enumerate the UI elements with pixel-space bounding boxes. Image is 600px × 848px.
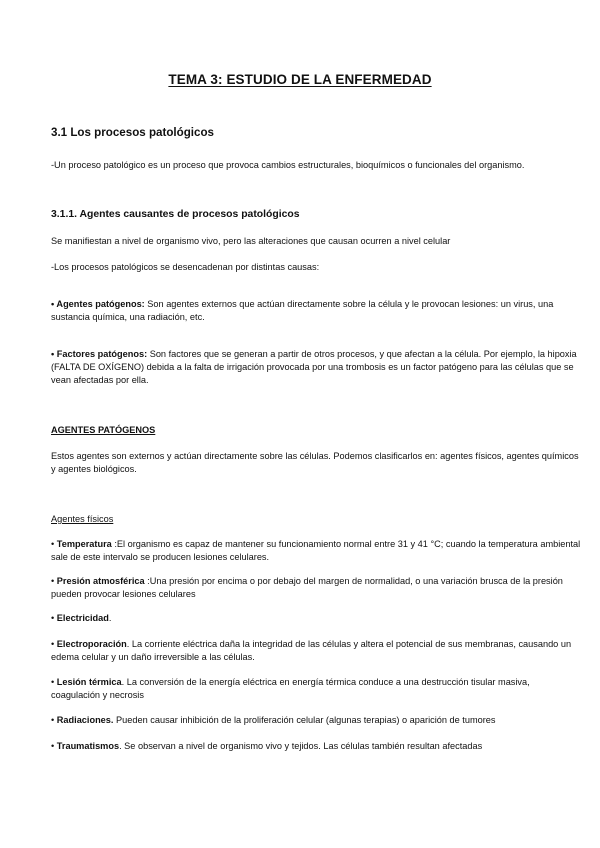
list-item-text: . — [108, 613, 112, 623]
section-3-1-1-para1: Se manifiestan a nivel de organismo vivo, pero las alteraciones que causan ocurren a nivel celular — [51, 236, 451, 246]
list-item-text: :Una presión por encima o por debajo del margen de normalidad, o una variación brusca de la presión pueden provocar lesiones celulares — [51, 576, 563, 599]
section-3-1-text: -Un proceso patológico es un proceso que provoca cambios estructurales, bioquímicos o funcionales del organismo. — [51, 160, 525, 170]
list-item-text: :El organismo es capaz de mantener su funcionamiento normal entre 31 y 41 °C; cuando la temperatura ambiental sale de este intervalo se producen lesiones celulares. — [51, 539, 581, 562]
page-title-text: TEMA 3: ESTUDIO DE LA ENFERMEDAD — [168, 72, 432, 87]
list-item-text: . La conversión de la energía eléctrica en energía térmica conduce a una destrucción tisular masiva, coagulación y necrosis — [51, 677, 530, 700]
list-item-electricidad — [51, 612, 581, 625]
list-item-term: Temperatura — [56, 539, 112, 549]
list-item-electroporacion — [51, 638, 581, 664]
bullet: • — [51, 741, 57, 751]
list-item-text: Pueden causar inhibición de la proliferación celular (algunas terapias) o aparición de tumores — [113, 715, 496, 725]
list-item-term: • Agentes patógenos: — [51, 299, 145, 309]
list-item-text: . Se observan a nivel de organismo vivo y tejidos. Las células también resultan afectadas — [119, 741, 483, 751]
list-item-term: Presión atmosférica — [56, 576, 145, 586]
list-item-presion — [51, 575, 581, 601]
list-item-text: Son factores que se generan a partir de otros procesos, y que afectan a la célula. Por ejemplo, la hipoxia (FALTA DE OXÍGENO) debida a la falta de irrigación provocada por una trombosis es un factor patógeno para las células que se vean afectadas por ella. — [51, 349, 577, 385]
agentes-fisicos-heading: Agentes físicos — [51, 514, 114, 524]
bullet: • — [51, 715, 57, 725]
section-3-1-heading: 3.1 Los procesos patológicos — [51, 126, 214, 139]
list-item-term: Radiaciones. — [56, 715, 114, 725]
bullet: • — [51, 613, 57, 623]
agentes-patogenos-text: Estos agentes son externos y actúan directamente sobre las células. Podemos clasificarlos en: agentes físicos, agentes químicos y agentes biológicos. — [51, 451, 579, 474]
section-3-1-1-heading: 3.1.1. Agentes causantes de procesos patológicos — [51, 209, 300, 220]
page-title — [0, 72, 600, 87]
list-item-temperatura — [51, 538, 581, 564]
list-item-term: Lesión térmica — [56, 677, 122, 687]
bullet: • — [51, 576, 57, 586]
list-item-term: Traumatismos — [56, 741, 120, 751]
list-item-radiaciones — [51, 714, 581, 727]
section-3-1-1-para2: -Los procesos patológicos se desencadenan por distintas causas: — [51, 262, 320, 272]
list-item-text: . La corriente eléctrica daña la integridad de las células y altera el potencial de sus membranas, causando un edema celular y un daño irreversible a las células. — [51, 639, 572, 662]
list-item-text: Son agentes externos que actúan directamente sobre la célula y le provocan lesiones: un virus, una sustancia química, una radiación, etc. — [51, 299, 554, 322]
list-item-term: Electroporación — [56, 639, 127, 649]
bullet: • — [51, 539, 57, 549]
bullet: • — [51, 639, 57, 649]
list-item-term: Electricidad — [56, 613, 109, 623]
list-item-term: • Factores patógenos: — [51, 349, 148, 359]
list-item-agentes-patogenos — [51, 298, 581, 324]
list-item-traumatismos — [51, 740, 581, 753]
list-item-lesion-termica — [51, 676, 581, 702]
list-item-factores-patogenos — [51, 348, 581, 387]
agentes-patogenos-heading: AGENTES PATÓGENOS — [51, 425, 156, 435]
bullet: • — [51, 677, 57, 687]
